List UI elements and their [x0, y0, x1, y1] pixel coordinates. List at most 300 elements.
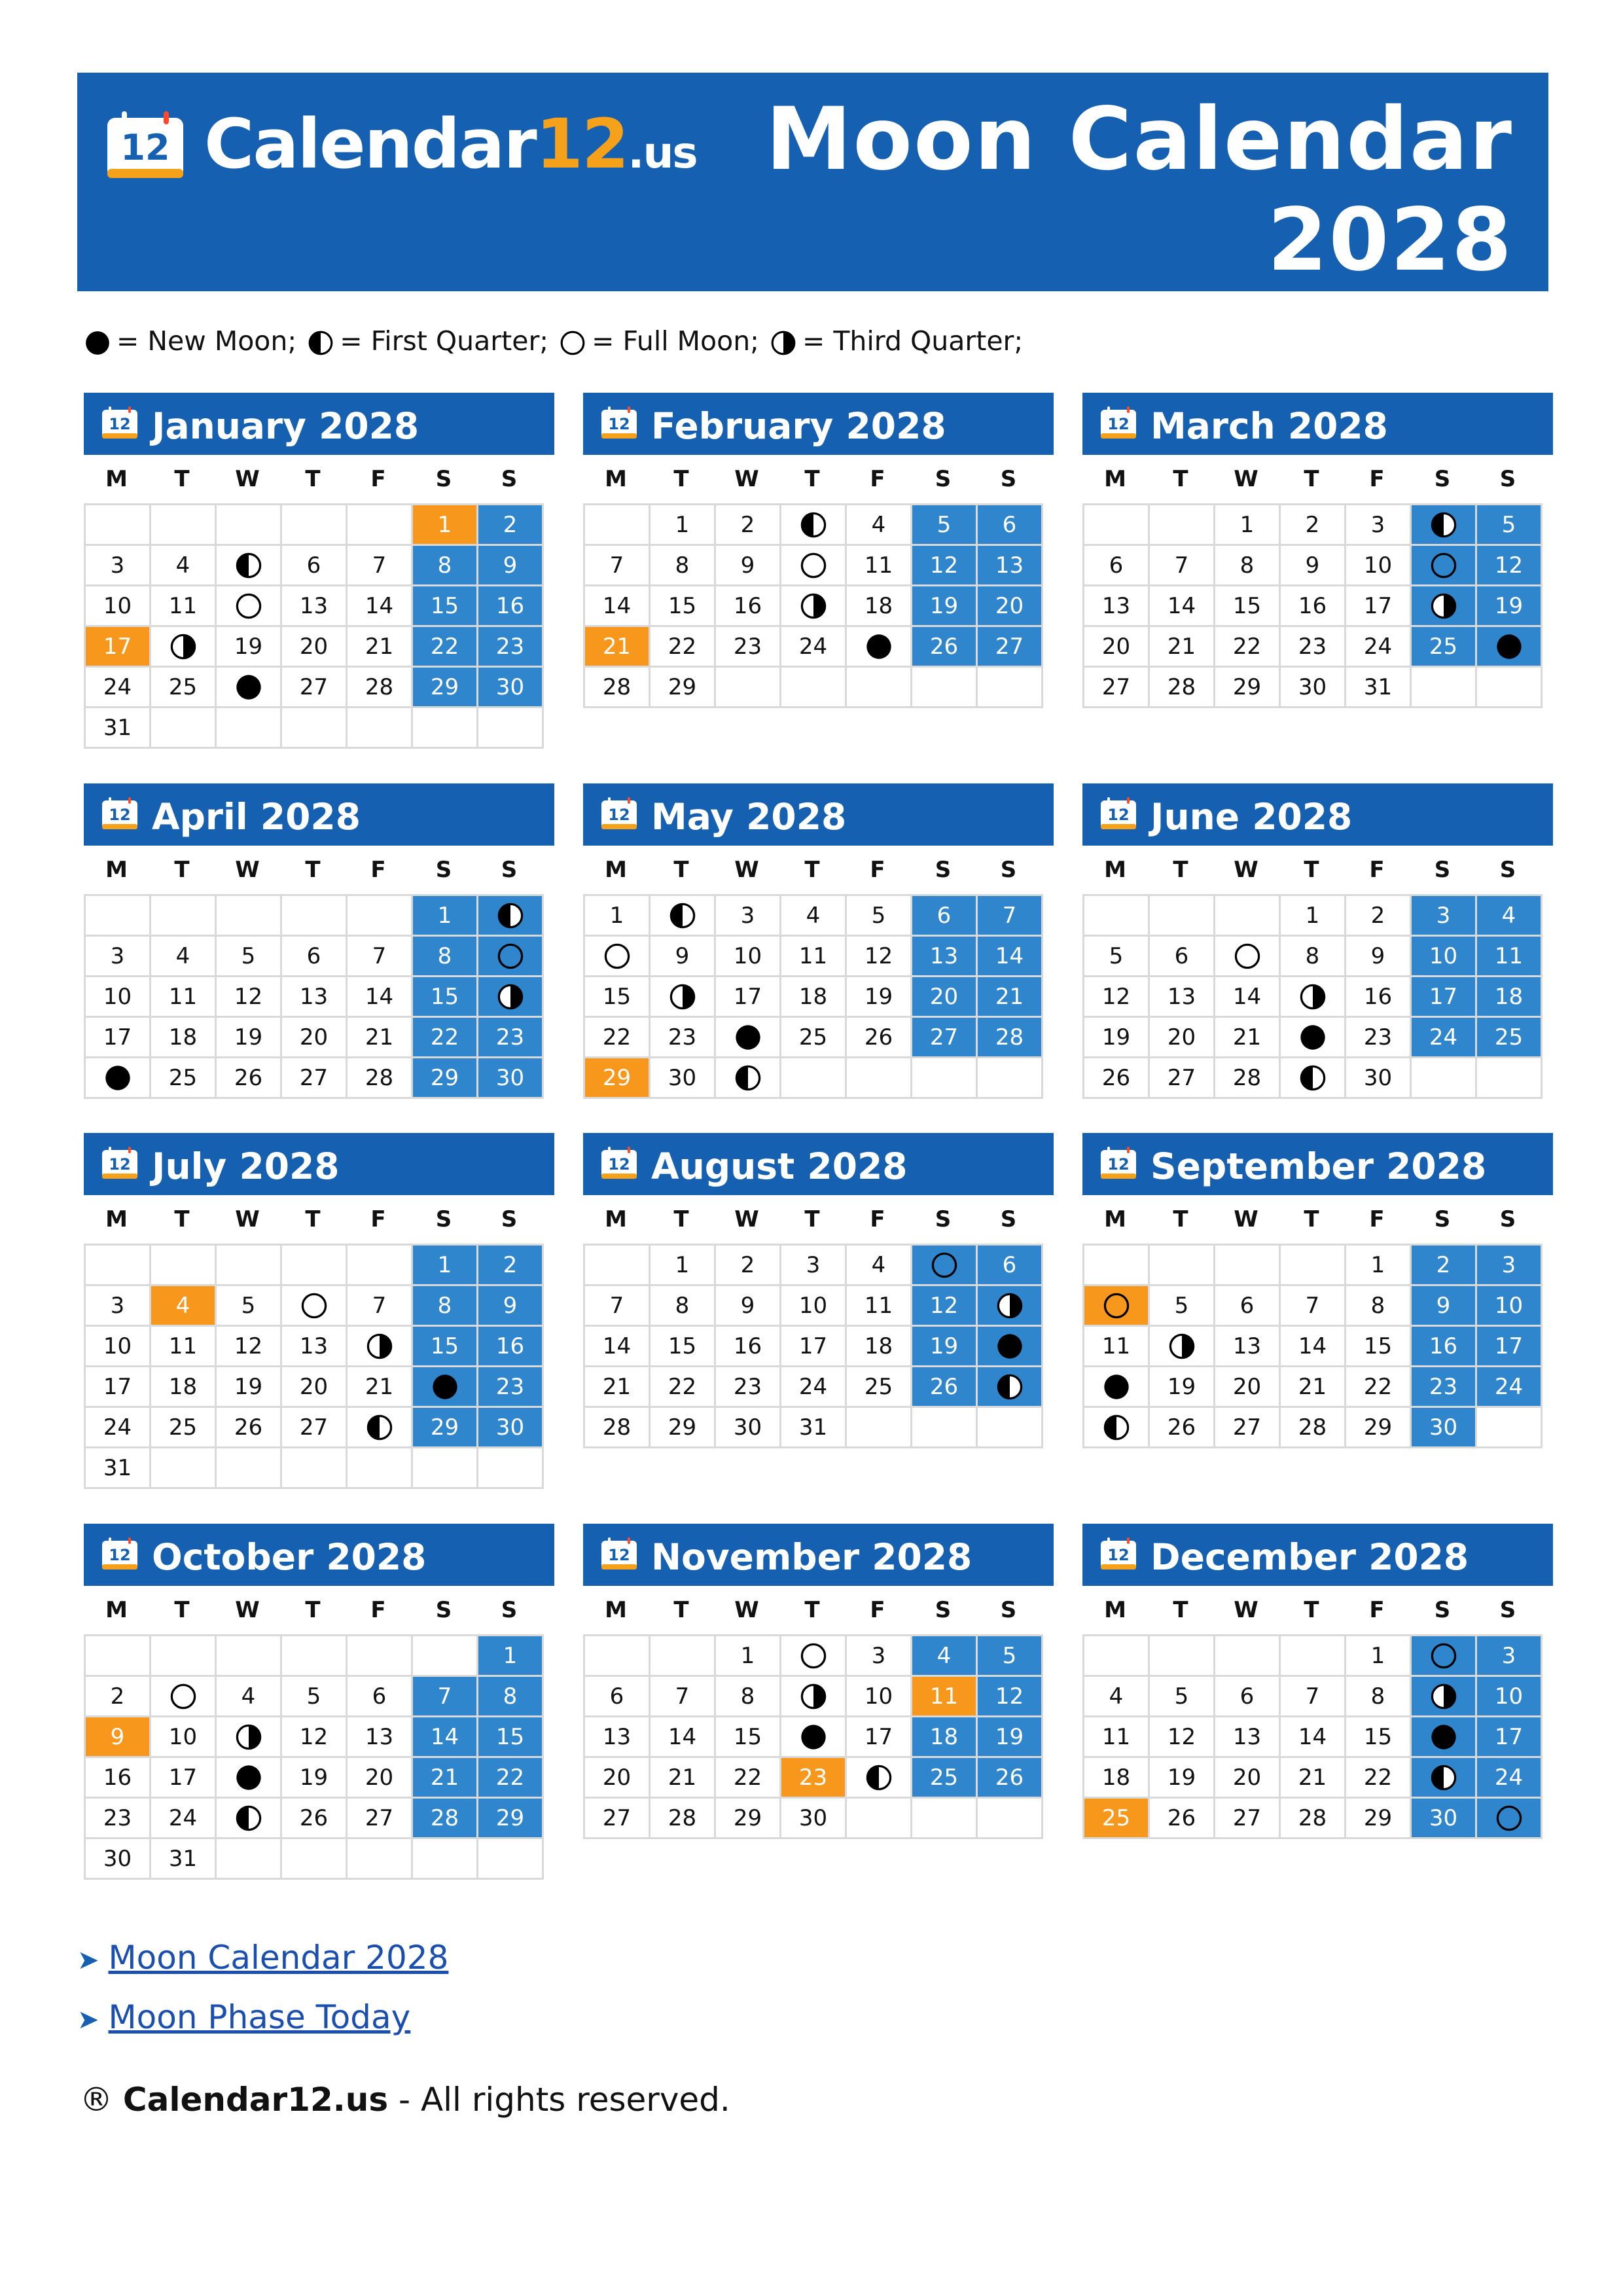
day-cell[interactable]: [151, 1018, 217, 1058]
day-cell[interactable]: [978, 505, 1043, 546]
day-cell[interactable]: [1346, 1058, 1412, 1099]
day-cell[interactable]: [651, 1367, 716, 1408]
moon-phase-today-link-text[interactable]: Moon Phase Today: [108, 1998, 411, 2036]
day-cell[interactable]: [1150, 1018, 1215, 1058]
day-cell[interactable]: [585, 546, 651, 586]
day-cell-moon-phase[interactable]: [847, 627, 912, 668]
day-cell[interactable]: [151, 937, 217, 977]
day-cell[interactable]: [478, 505, 544, 546]
day-cell[interactable]: [348, 1018, 413, 1058]
calendar-logo-icon[interactable]: [105, 110, 186, 181]
day-cell[interactable]: [1281, 937, 1346, 977]
day-cell[interactable]: [1281, 1286, 1346, 1327]
day-cell[interactable]: [348, 627, 413, 668]
day-cell[interactable]: [1084, 627, 1150, 668]
day-cell[interactable]: [847, 1246, 912, 1286]
day-cell[interactable]: [585, 1758, 651, 1799]
day-cell[interactable]: [413, 1286, 478, 1327]
day-cell[interactable]: [1281, 1327, 1346, 1367]
day-cell[interactable]: [651, 1018, 716, 1058]
day-cell[interactable]: [1150, 627, 1215, 668]
day-cell[interactable]: [978, 586, 1043, 627]
day-cell[interactable]: [978, 546, 1043, 586]
day-cell-moon-phase[interactable]: [716, 1058, 781, 1099]
day-cell[interactable]: [478, 1677, 544, 1717]
day-cell[interactable]: [1150, 1799, 1215, 1839]
day-cell[interactable]: [478, 546, 544, 586]
day-cell[interactable]: [217, 937, 282, 977]
day-cell[interactable]: [1150, 668, 1215, 708]
day-cell[interactable]: [651, 1717, 716, 1758]
day-cell[interactable]: [1150, 937, 1215, 977]
day-cell[interactable]: [1215, 1408, 1281, 1448]
day-cell[interactable]: [1150, 1367, 1215, 1408]
day-cell-moon-phase[interactable]: [1281, 1018, 1346, 1058]
day-cell[interactable]: [1346, 1636, 1412, 1677]
day-cell[interactable]: [1084, 1327, 1150, 1367]
day-cell-moon-phase[interactable]: [651, 977, 716, 1018]
day-cell[interactable]: [1346, 1018, 1412, 1058]
day-cell[interactable]: [1281, 896, 1346, 937]
day-cell[interactable]: [151, 586, 217, 627]
day-cell[interactable]: [1346, 1367, 1412, 1408]
day-cell-moon-phase[interactable]: [86, 1058, 151, 1099]
day-cell[interactable]: [1346, 627, 1412, 668]
day-cell-moon-phase[interactable]: [1412, 1717, 1477, 1758]
day-cell-moon-phase[interactable]: [1150, 1327, 1215, 1367]
day-cell[interactable]: [1346, 505, 1412, 546]
day-cell[interactable]: [217, 1018, 282, 1058]
day-cell-moon-phase[interactable]: [348, 1408, 413, 1448]
day-cell[interactable]: [1346, 1758, 1412, 1799]
day-cell[interactable]: [151, 1367, 217, 1408]
day-cell[interactable]: [413, 1717, 478, 1758]
day-cell[interactable]: [478, 1246, 544, 1286]
day-cell[interactable]: [217, 627, 282, 668]
day-cell[interactable]: [585, 1408, 651, 1448]
day-cell[interactable]: [413, 1018, 478, 1058]
day-cell[interactable]: [912, 1758, 978, 1799]
day-cell[interactable]: [86, 1408, 151, 1448]
day-cell[interactable]: [1412, 937, 1477, 977]
day-cell-moon-phase[interactable]: [1412, 1758, 1477, 1799]
day-cell-moon-phase[interactable]: [585, 937, 651, 977]
day-cell[interactable]: [413, 546, 478, 586]
day-cell[interactable]: [585, 668, 651, 708]
day-cell[interactable]: [847, 1677, 912, 1717]
day-cell[interactable]: [847, 1367, 912, 1408]
day-cell[interactable]: [151, 668, 217, 708]
day-cell[interactable]: [847, 1717, 912, 1758]
day-cell[interactable]: [585, 586, 651, 627]
day-cell[interactable]: [781, 627, 847, 668]
day-cell[interactable]: [348, 1286, 413, 1327]
day-cell[interactable]: [716, 1799, 781, 1839]
day-cell[interactable]: [151, 1058, 217, 1099]
day-cell[interactable]: [413, 586, 478, 627]
day-cell[interactable]: [1215, 1327, 1281, 1367]
day-cell[interactable]: [781, 977, 847, 1018]
day-cell-moon-phase[interactable]: [781, 1717, 847, 1758]
day-cell[interactable]: [1281, 1758, 1346, 1799]
day-cell-moon-phase[interactable]: [151, 627, 217, 668]
day-cell[interactable]: [781, 1018, 847, 1058]
day-cell[interactable]: [1477, 1758, 1543, 1799]
day-cell[interactable]: [716, 586, 781, 627]
day-cell[interactable]: [413, 977, 478, 1018]
day-cell[interactable]: [1412, 896, 1477, 937]
day-cell[interactable]: [1150, 546, 1215, 586]
day-cell[interactable]: [716, 1758, 781, 1799]
day-cell[interactable]: [151, 1327, 217, 1367]
day-cell[interactable]: [651, 1799, 716, 1839]
day-cell[interactable]: [1281, 546, 1346, 586]
day-cell[interactable]: [1215, 1058, 1281, 1099]
day-cell[interactable]: [585, 627, 651, 668]
day-cell[interactable]: [478, 1636, 544, 1677]
day-cell[interactable]: [478, 627, 544, 668]
day-cell[interactable]: [978, 1677, 1043, 1717]
day-cell[interactable]: [1215, 586, 1281, 627]
day-cell[interactable]: [1477, 1636, 1543, 1677]
day-cell[interactable]: [348, 668, 413, 708]
day-cell[interactable]: [1281, 627, 1346, 668]
day-cell-moon-phase[interactable]: [781, 1677, 847, 1717]
day-cell[interactable]: [1281, 1367, 1346, 1408]
day-cell[interactable]: [912, 896, 978, 937]
day-cell[interactable]: [86, 977, 151, 1018]
day-cell[interactable]: [651, 1327, 716, 1367]
day-cell-moon-phase[interactable]: [1477, 1799, 1543, 1839]
day-cell[interactable]: [282, 1408, 348, 1448]
day-cell[interactable]: [348, 977, 413, 1018]
day-cell[interactable]: [413, 1246, 478, 1286]
day-cell[interactable]: [716, 1636, 781, 1677]
day-cell[interactable]: [847, 977, 912, 1018]
day-cell[interactable]: [86, 1448, 151, 1489]
day-cell[interactable]: [978, 627, 1043, 668]
day-cell-moon-phase[interactable]: [1281, 1058, 1346, 1099]
day-cell[interactable]: [478, 1408, 544, 1448]
day-cell[interactable]: [478, 1286, 544, 1327]
day-cell[interactable]: [781, 896, 847, 937]
day-cell[interactable]: [151, 1758, 217, 1799]
day-cell[interactable]: [1150, 1408, 1215, 1448]
day-cell[interactable]: [1477, 1677, 1543, 1717]
day-cell[interactable]: [348, 1367, 413, 1408]
day-cell[interactable]: [1084, 1058, 1150, 1099]
day-cell[interactable]: [1346, 937, 1412, 977]
day-cell[interactable]: [151, 1839, 217, 1880]
day-cell[interactable]: [651, 668, 716, 708]
day-cell[interactable]: [1477, 546, 1543, 586]
day-cell[interactable]: [1084, 1758, 1150, 1799]
day-cell-moon-phase[interactable]: [282, 1286, 348, 1327]
day-cell-moon-phase[interactable]: [1477, 627, 1543, 668]
day-cell[interactable]: [1281, 586, 1346, 627]
day-cell[interactable]: [847, 896, 912, 937]
day-cell[interactable]: [1215, 1286, 1281, 1327]
day-cell-moon-phase[interactable]: [978, 1367, 1043, 1408]
day-cell[interactable]: [651, 1408, 716, 1448]
day-cell[interactable]: [86, 1839, 151, 1880]
day-cell[interactable]: [1477, 1018, 1543, 1058]
day-cell[interactable]: [781, 1286, 847, 1327]
day-cell[interactable]: [413, 1758, 478, 1799]
day-cell[interactable]: [912, 1367, 978, 1408]
day-cell-moon-phase[interactable]: [217, 546, 282, 586]
day-cell[interactable]: [478, 586, 544, 627]
day-cell[interactable]: [912, 1636, 978, 1677]
day-cell[interactable]: [1477, 505, 1543, 546]
day-cell[interactable]: [1477, 1717, 1543, 1758]
day-cell[interactable]: [86, 546, 151, 586]
day-cell-moon-phase[interactable]: [217, 1799, 282, 1839]
day-cell[interactable]: [348, 937, 413, 977]
day-cell[interactable]: [151, 546, 217, 586]
day-cell[interactable]: [1215, 1677, 1281, 1717]
day-cell[interactable]: [1215, 1717, 1281, 1758]
day-cell[interactable]: [781, 1408, 847, 1448]
day-cell[interactable]: [1215, 1799, 1281, 1839]
brand-logo[interactable]: [204, 105, 697, 192]
day-cell[interactable]: [847, 546, 912, 586]
day-cell[interactable]: [1084, 586, 1150, 627]
day-cell-moon-phase[interactable]: [478, 977, 544, 1018]
day-cell[interactable]: [1084, 1677, 1150, 1717]
day-cell[interactable]: [1477, 896, 1543, 937]
day-cell[interactable]: [1346, 1677, 1412, 1717]
day-cell[interactable]: [1281, 1799, 1346, 1839]
day-cell-moon-phase[interactable]: [348, 1327, 413, 1367]
day-cell[interactable]: [912, 1717, 978, 1758]
day-cell[interactable]: [1150, 586, 1215, 627]
day-cell[interactable]: [651, 1758, 716, 1799]
day-cell[interactable]: [478, 668, 544, 708]
day-cell[interactable]: [1477, 586, 1543, 627]
day-cell[interactable]: [1346, 1717, 1412, 1758]
day-cell[interactable]: [86, 586, 151, 627]
day-cell[interactable]: [1346, 668, 1412, 708]
day-cell[interactable]: [348, 586, 413, 627]
day-cell[interactable]: [716, 977, 781, 1018]
day-cell[interactable]: [585, 1058, 651, 1099]
day-cell[interactable]: [1477, 977, 1543, 1018]
day-cell-moon-phase[interactable]: [217, 1758, 282, 1799]
day-cell[interactable]: [1281, 1408, 1346, 1448]
day-cell[interactable]: [978, 1018, 1043, 1058]
day-cell[interactable]: [86, 1018, 151, 1058]
day-cell[interactable]: [86, 1327, 151, 1367]
day-cell[interactable]: [1150, 977, 1215, 1018]
day-cell[interactable]: [716, 1246, 781, 1286]
day-cell[interactable]: [217, 1327, 282, 1367]
day-cell[interactable]: [716, 627, 781, 668]
day-cell[interactable]: [1084, 937, 1150, 977]
day-cell[interactable]: [978, 977, 1043, 1018]
day-cell[interactable]: [716, 1717, 781, 1758]
day-cell[interactable]: [282, 1327, 348, 1367]
day-cell[interactable]: [1281, 505, 1346, 546]
day-cell[interactable]: [413, 896, 478, 937]
day-cell[interactable]: [716, 896, 781, 937]
day-cell[interactable]: [978, 1717, 1043, 1758]
day-cell[interactable]: [282, 1058, 348, 1099]
day-cell[interactable]: [585, 1799, 651, 1839]
day-cell-moon-phase[interactable]: [1412, 1677, 1477, 1717]
day-cell[interactable]: [1215, 1367, 1281, 1408]
day-cell[interactable]: [585, 1286, 651, 1327]
day-cell[interactable]: [86, 1367, 151, 1408]
day-cell[interactable]: [912, 546, 978, 586]
day-cell[interactable]: [282, 1367, 348, 1408]
day-cell-moon-phase[interactable]: [1412, 1636, 1477, 1677]
day-cell[interactable]: [1477, 937, 1543, 977]
day-cell[interactable]: [413, 1408, 478, 1448]
day-cell[interactable]: [217, 1408, 282, 1448]
day-cell[interactable]: [348, 1717, 413, 1758]
day-cell[interactable]: [86, 1758, 151, 1799]
day-cell[interactable]: [1084, 1018, 1150, 1058]
day-cell-moon-phase[interactable]: [912, 1246, 978, 1286]
day-cell-moon-phase[interactable]: [1084, 1367, 1150, 1408]
day-cell-moon-phase[interactable]: [978, 1327, 1043, 1367]
day-cell[interactable]: [847, 937, 912, 977]
day-cell[interactable]: [282, 668, 348, 708]
day-cell-moon-phase[interactable]: [651, 896, 716, 937]
day-cell[interactable]: [282, 1799, 348, 1839]
day-cell-moon-phase[interactable]: [151, 1677, 217, 1717]
day-cell[interactable]: [86, 1799, 151, 1839]
day-cell[interactable]: [912, 977, 978, 1018]
day-cell[interactable]: [217, 1367, 282, 1408]
day-cell[interactable]: [978, 937, 1043, 977]
day-cell[interactable]: [1084, 1717, 1150, 1758]
day-cell[interactable]: [912, 1018, 978, 1058]
day-cell[interactable]: [978, 896, 1043, 937]
day-cell[interactable]: [478, 1367, 544, 1408]
day-cell[interactable]: [1150, 1058, 1215, 1099]
day-cell[interactable]: [1412, 977, 1477, 1018]
day-cell[interactable]: [651, 1246, 716, 1286]
day-cell[interactable]: [413, 1799, 478, 1839]
day-cell[interactable]: [1215, 627, 1281, 668]
day-cell[interactable]: [478, 1717, 544, 1758]
day-cell[interactable]: [978, 1758, 1043, 1799]
day-cell[interactable]: [716, 1677, 781, 1717]
day-cell[interactable]: [651, 627, 716, 668]
day-cell[interactable]: [348, 1799, 413, 1839]
day-cell[interactable]: [1412, 1367, 1477, 1408]
day-cell[interactable]: [282, 1677, 348, 1717]
day-cell[interactable]: [86, 937, 151, 977]
day-cell[interactable]: [651, 1058, 716, 1099]
day-cell[interactable]: [716, 1286, 781, 1327]
day-cell[interactable]: [651, 937, 716, 977]
day-cell[interactable]: [1215, 505, 1281, 546]
day-cell[interactable]: [1150, 1677, 1215, 1717]
day-cell[interactable]: [151, 1799, 217, 1839]
day-cell[interactable]: [781, 1246, 847, 1286]
day-cell[interactable]: [1477, 1246, 1543, 1286]
day-cell[interactable]: [413, 505, 478, 546]
day-cell[interactable]: [1281, 668, 1346, 708]
day-cell[interactable]: [151, 977, 217, 1018]
day-cell[interactable]: [86, 1286, 151, 1327]
day-cell[interactable]: [912, 627, 978, 668]
day-cell[interactable]: [847, 1327, 912, 1367]
day-cell[interactable]: [151, 1717, 217, 1758]
day-cell[interactable]: [912, 505, 978, 546]
day-cell[interactable]: [1346, 1327, 1412, 1367]
day-cell[interactable]: [86, 668, 151, 708]
day-cell[interactable]: [478, 1799, 544, 1839]
day-cell[interactable]: [716, 505, 781, 546]
day-cell-moon-phase[interactable]: [478, 937, 544, 977]
day-cell-moon-phase[interactable]: [781, 1636, 847, 1677]
day-cell-moon-phase[interactable]: [1281, 977, 1346, 1018]
day-cell[interactable]: [1084, 1799, 1150, 1839]
day-cell[interactable]: [585, 977, 651, 1018]
day-cell[interactable]: [1346, 586, 1412, 627]
day-cell[interactable]: [651, 1677, 716, 1717]
day-cell[interactable]: [86, 1717, 151, 1758]
day-cell-moon-phase[interactable]: [1215, 937, 1281, 977]
day-cell[interactable]: [978, 1636, 1043, 1677]
day-cell[interactable]: [348, 1058, 413, 1099]
day-cell[interactable]: [585, 896, 651, 937]
day-cell[interactable]: [781, 1327, 847, 1367]
day-cell[interactable]: [413, 937, 478, 977]
day-cell[interactable]: [1477, 1327, 1543, 1367]
day-cell-moon-phase[interactable]: [847, 1758, 912, 1799]
day-cell[interactable]: [478, 1018, 544, 1058]
moon-phase-today-link[interactable]: [77, 1996, 410, 2041]
day-cell[interactable]: [1281, 1677, 1346, 1717]
day-cell[interactable]: [413, 1058, 478, 1099]
day-cell[interactable]: [217, 1058, 282, 1099]
day-cell[interactable]: [1346, 1408, 1412, 1448]
day-cell[interactable]: [651, 546, 716, 586]
day-cell[interactable]: [1084, 668, 1150, 708]
day-cell[interactable]: [847, 505, 912, 546]
day-cell[interactable]: [1346, 1246, 1412, 1286]
day-cell[interactable]: [86, 627, 151, 668]
day-cell[interactable]: [1477, 1286, 1543, 1327]
day-cell-moon-phase[interactable]: [217, 586, 282, 627]
day-cell[interactable]: [1215, 1758, 1281, 1799]
day-cell[interactable]: [1412, 1286, 1477, 1327]
day-cell[interactable]: [86, 708, 151, 749]
day-cell-moon-phase[interactable]: [1084, 1408, 1150, 1448]
day-cell[interactable]: [585, 1717, 651, 1758]
day-cell[interactable]: [1084, 977, 1150, 1018]
day-cell[interactable]: [282, 977, 348, 1018]
day-cell[interactable]: [912, 1677, 978, 1717]
day-cell[interactable]: [1346, 546, 1412, 586]
day-cell[interactable]: [716, 1367, 781, 1408]
day-cell[interactable]: [847, 1018, 912, 1058]
day-cell[interactable]: [282, 546, 348, 586]
day-cell[interactable]: [1412, 1018, 1477, 1058]
day-cell[interactable]: [1412, 1327, 1477, 1367]
day-cell[interactable]: [217, 1286, 282, 1327]
day-cell[interactable]: [1215, 668, 1281, 708]
day-cell-moon-phase[interactable]: [716, 1018, 781, 1058]
day-cell[interactable]: [781, 1367, 847, 1408]
day-cell-moon-phase[interactable]: [978, 1286, 1043, 1327]
day-cell[interactable]: [978, 1246, 1043, 1286]
